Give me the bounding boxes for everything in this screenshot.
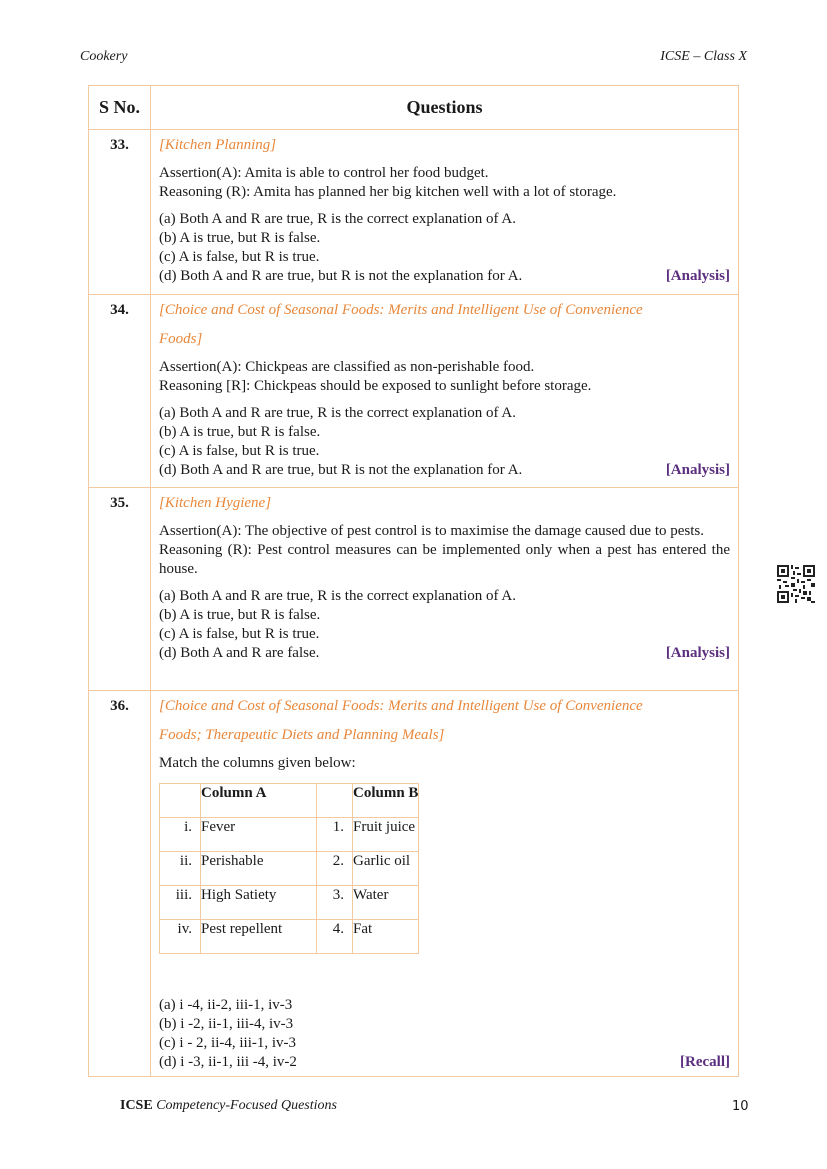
row-number: 3. xyxy=(317,886,353,920)
option-a: (a) i -4, ii-2, iii-1, iv-3 xyxy=(159,997,293,1013)
skill-tag: [Analysis] xyxy=(665,645,730,661)
option-d: (d) i -3, ii-1, iii -4, iv-2 xyxy=(159,1054,297,1070)
assertion-text: Assertion(A): Chickpeas are classified as non-perishable food. xyxy=(159,359,535,375)
col-sno-header: S No. xyxy=(89,86,151,130)
option-a: (a) Both A and R are true, R is the correct explanation of A. xyxy=(159,211,516,227)
option-c: (c) A is false, but R is true. xyxy=(159,249,320,265)
footer-title xyxy=(120,1098,337,1114)
header-class: ICSE – Class X xyxy=(660,49,747,64)
assertion-text: Assertion(A): The objective of pest control is to maximise the damage caused due to pests. xyxy=(159,523,705,539)
option-b: (b) i -2, ii-1, iii-4, iv-3 xyxy=(159,1016,294,1032)
column-b-item: Fruit juice xyxy=(353,818,419,852)
option-d: (d) Both A and R are true, but R is not the explanation for A. xyxy=(159,268,523,284)
column-b-item: Fat xyxy=(353,920,419,954)
question-body xyxy=(151,488,739,691)
row-number: 2. xyxy=(317,852,353,886)
question-number: 33. xyxy=(89,130,151,295)
option-a: (a) Both A and R are true, R is the correct explanation of A. xyxy=(159,588,516,604)
option-d-row xyxy=(159,461,730,480)
topic-label xyxy=(159,296,730,354)
option-d: (d) Both A and R are false. xyxy=(159,645,320,661)
topic-line-2: Foods; Therapeutic Diets and Planning Meals] xyxy=(159,727,445,743)
match-row xyxy=(160,886,419,920)
row-roman: i. xyxy=(160,818,201,852)
question-number: 36. xyxy=(89,691,151,1077)
option-c: (c) A is false, but R is true. xyxy=(159,443,320,459)
question-row-33 xyxy=(89,130,739,295)
options-list xyxy=(159,587,730,663)
option-d: (d) Both A and R are true, but R is not the explanation for A. xyxy=(159,462,523,478)
options-list xyxy=(159,404,730,480)
question-row-36 xyxy=(89,691,739,1077)
topic-label: [Kitchen Hygiene] xyxy=(159,495,272,511)
footer-brand: ICSE xyxy=(120,1098,153,1113)
topic-line-1: [Choice and Cost of Seasonal Foods: Merits and Intelligent Use of Convenience xyxy=(159,302,643,318)
option-b: (b) A is true, but R is false. xyxy=(159,607,321,623)
question-number: 34. xyxy=(89,295,151,488)
row-roman: iii. xyxy=(160,886,201,920)
option-d-row xyxy=(159,267,730,286)
match-row xyxy=(160,920,419,954)
row-roman: ii. xyxy=(160,852,201,886)
column-a-item: Fever xyxy=(201,818,317,852)
instruction-text: Match the columns given below: xyxy=(159,755,356,771)
topic-line-2: Foods] xyxy=(159,331,203,347)
table-header-row xyxy=(89,86,739,130)
option-b: (b) A is true, but R is false. xyxy=(159,424,321,440)
column-a-item: High Satiety xyxy=(201,886,317,920)
match-header-row xyxy=(160,784,419,818)
column-b-item: Water xyxy=(353,886,419,920)
row-number: 1. xyxy=(317,818,353,852)
qr-code-icon xyxy=(777,565,815,603)
header-subject: Cookery xyxy=(80,49,128,64)
column-b-header: Column B xyxy=(353,784,419,818)
reasoning-text: Reasoning (R): Pest control measures can be implemented only when a pest has entered the house. xyxy=(159,542,730,577)
skill-tag: [Recall] xyxy=(680,1054,730,1070)
option-c: (c) i - 2, ii-4, iii-1, iv-3 xyxy=(159,1035,297,1051)
question-row-35 xyxy=(89,488,739,691)
row-roman: iv. xyxy=(160,920,201,954)
skill-tag: [Analysis] xyxy=(665,462,730,478)
topic-label xyxy=(159,692,730,750)
option-b: (b) A is true, but R is false. xyxy=(159,230,321,246)
reasoning-text: Reasoning [R]: Chickpeas should be exposed to sunlight before storage. xyxy=(159,378,592,394)
row-number: 4. xyxy=(317,920,353,954)
options-list xyxy=(159,996,730,1072)
column-a-item: Pest repellent xyxy=(201,920,317,954)
column-a-item: Perishable xyxy=(201,852,317,886)
assertion-text: Assertion(A): Amita is able to control her food budget. xyxy=(159,165,489,181)
column-a-header: Column A xyxy=(201,784,317,818)
question-number: 35. xyxy=(89,488,151,691)
option-c: (c) A is false, but R is true. xyxy=(159,626,320,642)
match-row xyxy=(160,818,419,852)
reasoning-text: Reasoning (R): Amita has planned her big kitchen well with a lot of storage. xyxy=(159,184,617,200)
topic-line-1: [Choice and Cost of Seasonal Foods: Merits and Intelligent Use of Convenience xyxy=(159,698,643,714)
page-number: 10 xyxy=(732,1099,749,1114)
topic-label: [Kitchen Planning] xyxy=(159,137,277,153)
option-a: (a) Both A and R are true, R is the correct explanation of A. xyxy=(159,405,516,421)
skill-tag: [Analysis] xyxy=(665,268,730,284)
column-b-item: Garlic oil xyxy=(353,852,419,886)
option-d-row xyxy=(159,644,730,663)
question-body xyxy=(151,691,739,1077)
question-body xyxy=(151,130,739,295)
question-row-34 xyxy=(89,295,739,488)
option-d-row xyxy=(159,1053,730,1072)
footer-subtitle: Competency-Focused Questions xyxy=(156,1098,337,1113)
questions-table xyxy=(88,85,739,1077)
match-row xyxy=(160,852,419,886)
options-list xyxy=(159,210,730,286)
question-body xyxy=(151,295,739,488)
match-columns-table xyxy=(159,783,419,954)
col-questions-header: Questions xyxy=(151,86,739,130)
